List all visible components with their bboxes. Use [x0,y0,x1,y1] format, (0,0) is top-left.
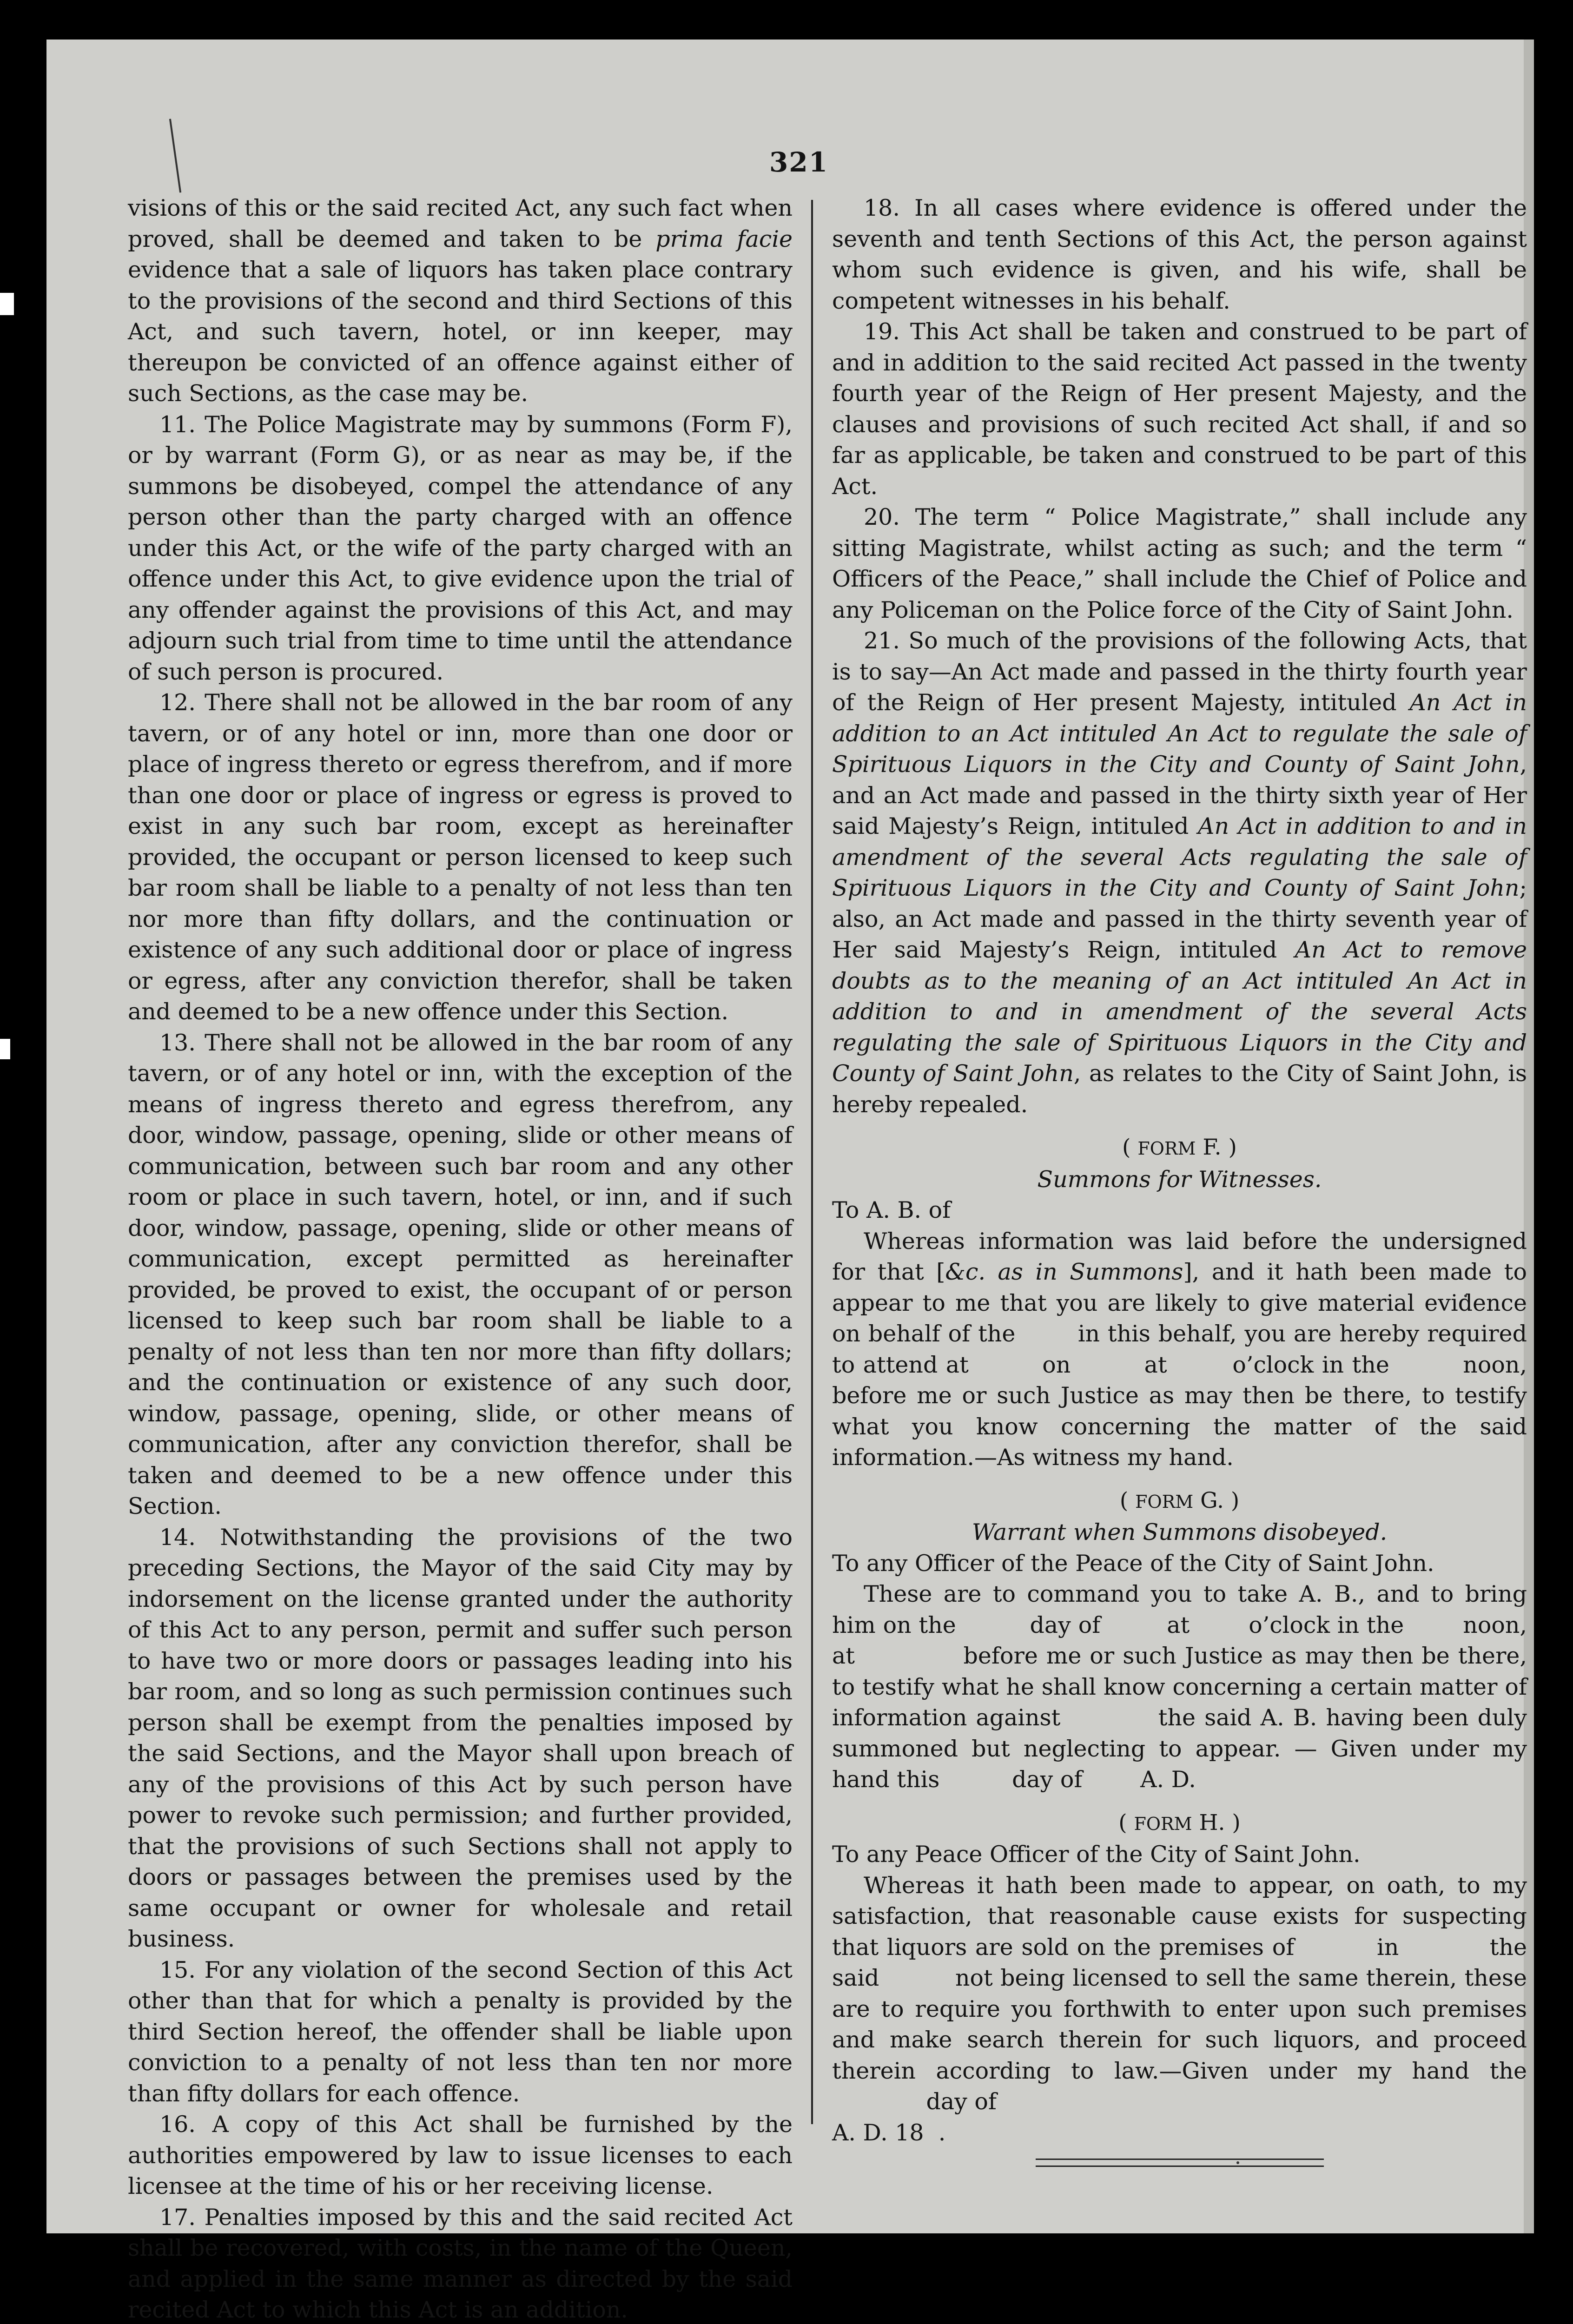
form-title: ( FORM F. ) [832,1132,1527,1164]
scan-mark [169,119,181,193]
form-g [832,1486,1527,1796]
scan-edge-mark [0,293,14,315]
section-s13: 13. There shall not be allowed in the bar room of any tavern, or of any hotel or inn, with the exception of the means of ingress thereto and egress therefrom, any door, window, passage, opening, slide or other means of communication, between such bar room and any other room or place in such tavern, hotel, or inn, and if such door, window, passage, opening, slide or other means of communication, except permitted as hereinafter provided, be proved to exist, the occupant of or person licensed to keep such bar room shall be liable to a penalty of not less than ten nor more than fifty dollars; and the continuation or existence of any such door, window, passage, opening, slide, or other means of communication, after any conviction therefor, shall be taken and deemed to be a new offence under this Section. [128,1028,793,1522]
section-s20: 20. The term “ Police Magistrate,” shall include any sitting Magistrate, whilst acting as such; and the term “ Officers of the Peace,” shall include the Chief of Police and any Policeman on the Police force of the City of Saint John. [832,502,1527,626]
right-sections [832,193,1527,1120]
forms-section [832,1132,1527,2148]
section-s17: 17. Penalties imposed by this and the said recited Act shall be recovered, with costs, in the name of the Queen, and applied in the same manner as directed by the said recited Act to which this Act is an addition. [128,2202,793,2324]
form-addressee: To any Officer of the Peace of the City of Saint John. [832,1548,1527,1579]
form-body: Whereas it hath been made to appear, on oath, to my satisfaction, that reasonable cause exists for suspecting that liquors are sold on the premises of in the said not being licensed to sell the same therein, these are to require you forthwith to enter upon such premises and make search therein for such liquors, and proceed therein according to law.—Given under my hand the day of A. D. 18 . [832,1870,1527,2149]
section-s11: 11. The Police Magistrate may by summons (Form F), or by warrant (Form G), or as near as may be, if the summons be disobeyed, compel the attendance of any person other than the party charged with an offence under this Act, or the wife of the party charged with an offence under this Act, to give evidence upon the trial of any offender against the provisions of this Act, and may adjourn such trial from time to time until the attendance of such person is procured. [128,409,793,688]
right-column [832,193,1527,2167]
form-addressee: To any Peace Officer of the City of Saint John. [832,1839,1527,1870]
form-body: These are to command you to take A. B., and to bring him on the day of at o’clock in the noon, at before me or such Justice as may then be there, to testify what he shall know concerning a certain matter of information against the said A. B. having been duly summoned but neglecting to appear. — Given under my hand this day of A. D. [832,1579,1527,1796]
form-subtitle: Summons for Witnesses. [832,1164,1527,1195]
form-body: Whereas information was laid before the undersigned for that [&c. as in Summons], and it hath been made to appear to me that you are likely to give material evidence on behalf of the in this behalf, you are hereby required to attend at on at o’clock in the noon, before me or such Justice as may then be there, to testify what you know concerning the matter of the said information.—As witness my hand. [832,1226,1527,1473]
scan-edge-mark [0,1039,10,1059]
form-f [832,1132,1527,1473]
section-p-cont: visions of this or the said recited Act, any such fact when proved, shall be deemed and taken to be prima facie evidence that a sale of liquors has taken place contrary to the provisions of the second and third Sections of this Act, and such tavern, hotel, or inn keeper, may thereupon be convicted of an offence against either of such Sections, as the case may be. [128,193,793,409]
form-title: ( FORM H. ) [832,1808,1527,1840]
form-subtitle: Warrant when Summons disobeyed. [832,1517,1527,1548]
document-page [46,40,1534,2233]
end-rule [1036,2159,1324,2167]
form-title: ( FORM G. ) [832,1486,1527,1518]
section-s18: 18. In all cases where evidence is offered under the seventh and tenth Sections of this Act, the person against whom such evidence is given, and his wife, shall be competent witnesses in his behalf. [832,193,1527,317]
section-s14: 14. Notwithstanding the provisions of the two preceding Sections, the Mayor of the said City may by indorsement on the license granted under the authority of this Act to any person, permit and suffer such person to have two or more doors or passages leading into his bar room, and so long as such permission continues such person shall be exempt from the penalties imposed by the said Sections, and the Mayor shall upon breach of any of the provisions of this Act by such person have power to revoke such permission; and further provided, that the provisions of such Sections shall not apply to doors or passages between the premises used by the same occupant or owner for wholesale and retail business. [128,1522,793,1955]
section-s15: 15. For any violation of the second Section of this Act other than that for which a penalty is provided by the third Section hereof, the offender shall be liable upon conviction to a penalty of not less than ten nor more than fifty dollars for each offence. [128,1955,793,2110]
form-addressee: To A. B. of [832,1195,1527,1226]
column-divider [811,200,813,2124]
section-s19: 19. This Act shall be taken and construed to be part of and in addition to the said recited Act passed in the twenty fourth year of the Reign of Her present Majesty, and the clauses and provisions of such recited Act shall, if and so far as applicable, be taken and construed to be part of this Act. [832,317,1527,502]
form-h [832,1808,1527,2149]
section-s21: 21. So much of the provisions of the following Acts, that is to say—An Act made and passed in the thirty fourth year of the Reign of Her present Majesty, intituled An Act in addition to an Act intituled An Act to regulate the sale of Spirituous Liquors in the City and County of Saint John, and an Act made and passed in the thirty sixth year of Her said Majesty’s Reign, intituled An Act in addition to and in amendment of the several Acts regulating the sale of Spirituous Liquors in the City and County of Saint John; also, an Act made and passed in the thirty seventh year of Her said Majesty’s Reign, intituled An Act to remove doubts as to the meaning of an Act intituled An Act in addition to and in amendment of the several Acts regulating the sale of Spirituous Liquors in the City and County of Saint John, as relates to the City of Saint John, is hereby repealed. [832,626,1527,1120]
section-s16: 16. A copy of this Act shall be furnished by the authorities empowered by law to issue licenses to each licensee at the time of his or her receiving license. [128,2109,793,2202]
left-column [128,193,793,2324]
section-s12: 12. There shall not be allowed in the bar room of any tavern, or of any hotel or inn, more than one door or place of ingress thereto or egress therefrom, and if more than one door or place of ingress or egress is proved to exist in any such bar room, except as hereinafter provided, the occupant or person licensed to keep such bar room shall be liable to a penalty of not less than ten nor more than fifty dollars, and the continuation or existence of any such additional door or place of ingress or egress, after any conviction therefor, shall be taken and deemed to be a new offence under this Section. [128,687,793,1028]
page-number: 321 [769,146,828,178]
